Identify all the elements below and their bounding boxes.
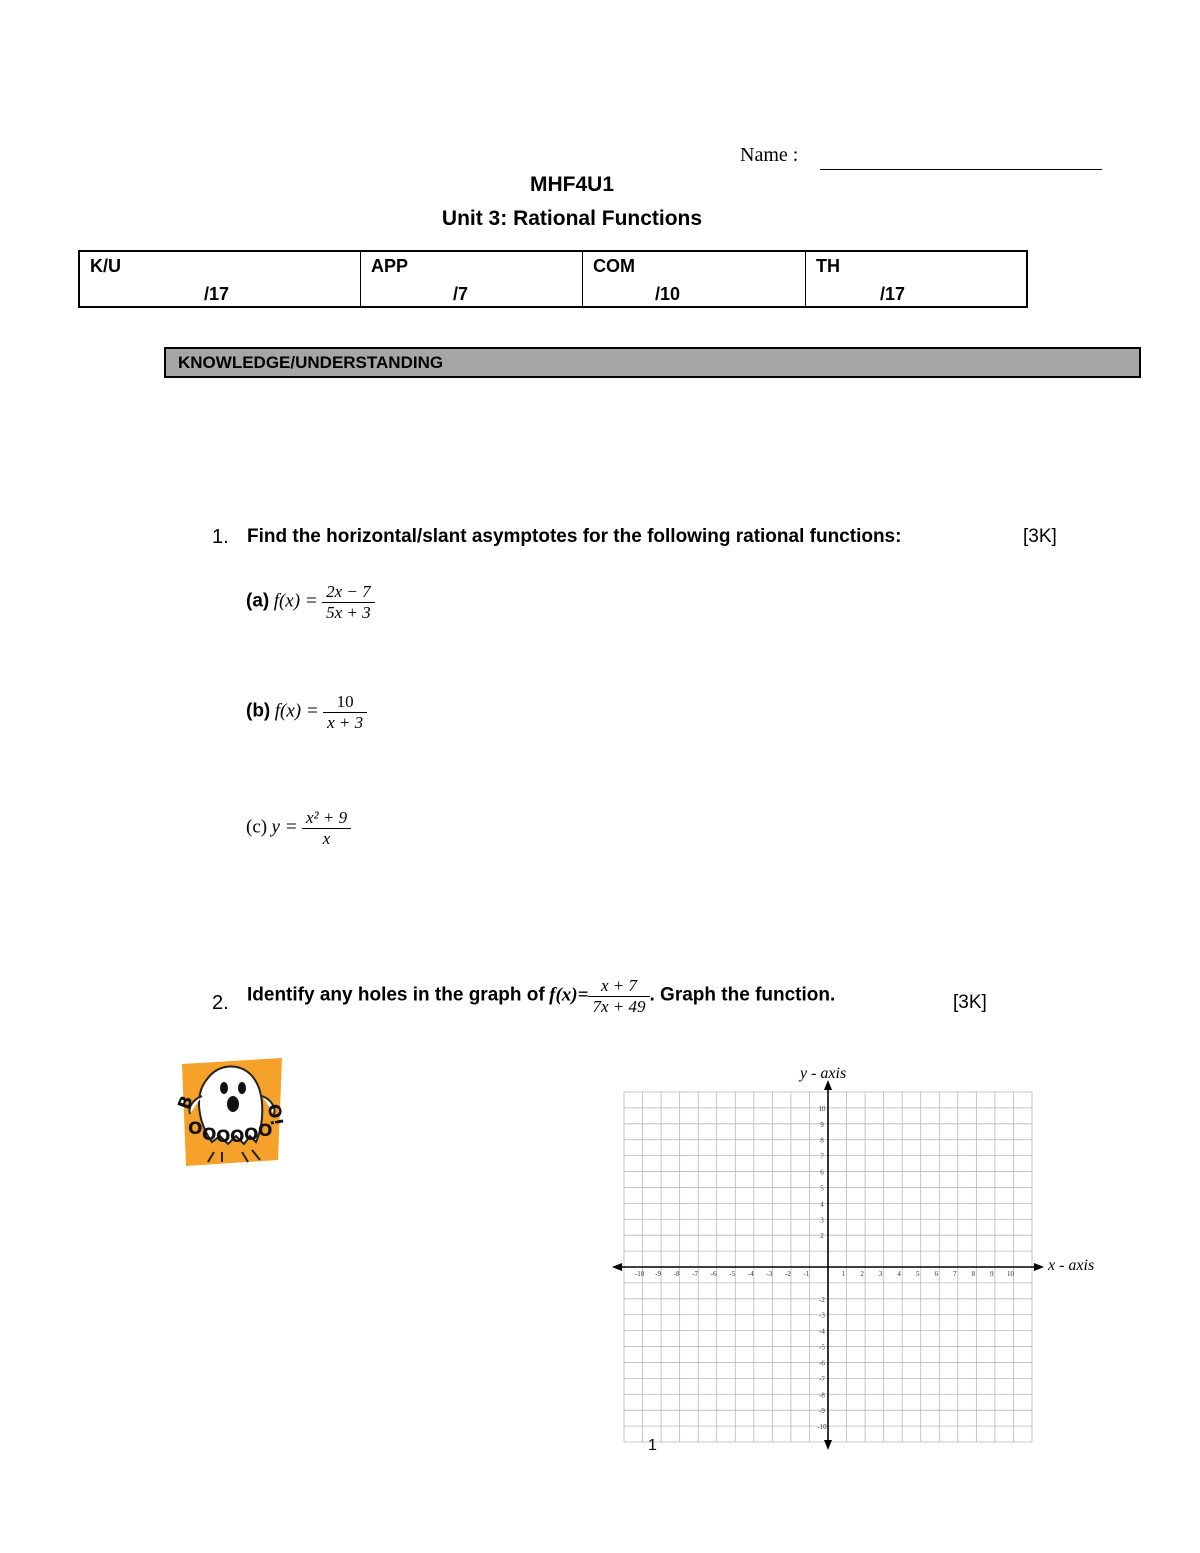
- y-tick-label: -9: [819, 1407, 825, 1416]
- fraction-denominator: 7x + 49: [588, 996, 649, 1017]
- fraction-denominator: 5x + 3: [322, 602, 375, 623]
- marks-table: [78, 250, 1028, 308]
- question-2-number: 2.: [212, 992, 229, 1014]
- question-2-body: [247, 976, 835, 1017]
- svg-text:O: O: [244, 1125, 259, 1145]
- svg-text:B: B: [174, 1093, 198, 1113]
- question-1-number: 1.: [212, 526, 229, 548]
- x-tick-label: 5: [915, 1270, 920, 1278]
- y-tick-label: 10: [818, 1104, 826, 1113]
- y-axis-arrow-down: [824, 1440, 832, 1450]
- marks-cell-th: [806, 252, 1026, 306]
- marks-category: APP: [371, 256, 409, 276]
- fraction-numerator: 2x − 7: [326, 582, 371, 601]
- question-1-text: Find the horizontal/slant asymptotes for the following rational functions:: [247, 526, 902, 547]
- x-tick-label: 6: [934, 1270, 939, 1278]
- svg-text:O!: O!: [262, 1102, 287, 1128]
- fraction-numerator: 10: [336, 692, 354, 711]
- question-2-text: Identify any holes in the graph of: [247, 984, 545, 1006]
- x-tick-label: 4: [897, 1270, 901, 1278]
- x-tick-label: -7: [692, 1270, 699, 1278]
- y-tick-label: 6: [820, 1168, 824, 1177]
- x-axis-arrow-left: [612, 1263, 622, 1271]
- x-tick-label: -4: [747, 1270, 754, 1278]
- y-tick-label: 4: [820, 1200, 824, 1209]
- svg-text:O: O: [216, 1127, 231, 1147]
- fraction-numerator: x² + 9: [306, 808, 348, 827]
- fraction: [302, 808, 351, 849]
- part-label: (b): [246, 700, 271, 722]
- x-tick-label: -9: [655, 1270, 662, 1278]
- fraction: [588, 976, 649, 1017]
- part-lhs: f(x) =: [274, 700, 319, 722]
- y-tick-label: -5: [819, 1343, 825, 1352]
- question-1b: [246, 692, 367, 733]
- x-tick-label: -6: [710, 1270, 717, 1278]
- y-tick-label: -8: [819, 1391, 825, 1400]
- marks-out-of: /7: [453, 284, 469, 304]
- part-lhs: y =: [271, 816, 298, 838]
- name-label: Name :: [740, 144, 799, 166]
- marks-out-of: /10: [655, 284, 681, 304]
- x-tick-label: -1: [803, 1270, 810, 1278]
- section-header-bar: [164, 347, 1141, 378]
- question-1c: [246, 808, 351, 849]
- fraction-numerator: x + 7: [600, 976, 637, 995]
- marks-out-of: /17: [880, 284, 906, 304]
- part-label: (c): [246, 816, 268, 838]
- y-tick-label: -6: [819, 1359, 825, 1368]
- svg-text:O: O: [188, 1119, 203, 1139]
- y-tick-label: -10: [817, 1423, 827, 1432]
- svg-text:O: O: [258, 1121, 273, 1141]
- x-axis-label: x - axis: [1048, 1257, 1095, 1274]
- marks-cell-com: [583, 252, 806, 306]
- svg-text:O: O: [230, 1127, 245, 1147]
- y-tick-label: 2: [820, 1232, 824, 1241]
- question-1a: [246, 582, 375, 623]
- part-label: (a): [246, 590, 270, 612]
- x-tick-label: -10: [634, 1270, 645, 1278]
- unit-title: Unit 3: Rational Functions: [441, 207, 703, 230]
- x-tick-label: -3: [766, 1270, 773, 1278]
- marks-category: K/U: [90, 256, 121, 276]
- name-input-line[interactable]: [820, 169, 1102, 170]
- x-tick-label: -5: [729, 1270, 736, 1278]
- y-tick-label: -2: [819, 1295, 825, 1304]
- section-title: KNOWLEDGE/UNDERSTANDING: [178, 353, 444, 372]
- ghost-icon: [174, 1056, 287, 1168]
- x-tick-label: 9: [990, 1270, 994, 1278]
- question-2-lhs: f(x)=: [549, 984, 589, 1006]
- marks-cell-ku: [80, 252, 361, 306]
- x-tick-label: 10: [1006, 1270, 1014, 1278]
- x-tick-label: -2: [784, 1270, 791, 1278]
- y-tick-label: 9: [820, 1120, 824, 1129]
- y-tick-label: -7: [819, 1375, 825, 1384]
- y-tick-label: 3: [820, 1216, 824, 1225]
- y-tick-label: -3: [819, 1311, 825, 1320]
- x-tick-label: 2: [860, 1270, 864, 1278]
- y-tick-label: 5: [820, 1184, 824, 1193]
- fraction-denominator: x + 3: [323, 712, 367, 733]
- x-tick-label: 7: [953, 1270, 957, 1278]
- y-axis-label: y - axis: [800, 1065, 847, 1082]
- marks-out-of: /17: [204, 284, 230, 304]
- question-2-marks: [3K]: [953, 992, 987, 1013]
- fraction-denominator: x: [302, 828, 351, 849]
- coordinate-grid[interactable]: [610, 1058, 1130, 1450]
- y-tick-label: 7: [820, 1152, 824, 1161]
- x-tick-label: 8: [971, 1270, 976, 1278]
- x-tick-label: -8: [673, 1270, 680, 1278]
- part-lhs: f(x) =: [273, 590, 318, 612]
- fraction: [322, 582, 375, 623]
- x-tick-label: 3: [878, 1270, 883, 1278]
- course-code: MHF4U1: [529, 173, 614, 196]
- question-2-text-after: . Graph the function.: [649, 984, 836, 1006]
- marks-category: TH: [816, 256, 840, 276]
- marks-category: COM: [593, 256, 635, 276]
- fraction: [323, 692, 367, 733]
- y-tick-label: -4: [819, 1327, 825, 1336]
- y-tick-label: 8: [820, 1136, 824, 1145]
- question-1-marks: [3K]: [1023, 526, 1057, 547]
- page-number: 1: [648, 1437, 657, 1454]
- x-tick-label: 1: [841, 1270, 846, 1278]
- marks-cell-app: [361, 252, 583, 306]
- x-axis-arrow-right: [1034, 1263, 1044, 1271]
- svg-text:O: O: [202, 1125, 217, 1145]
